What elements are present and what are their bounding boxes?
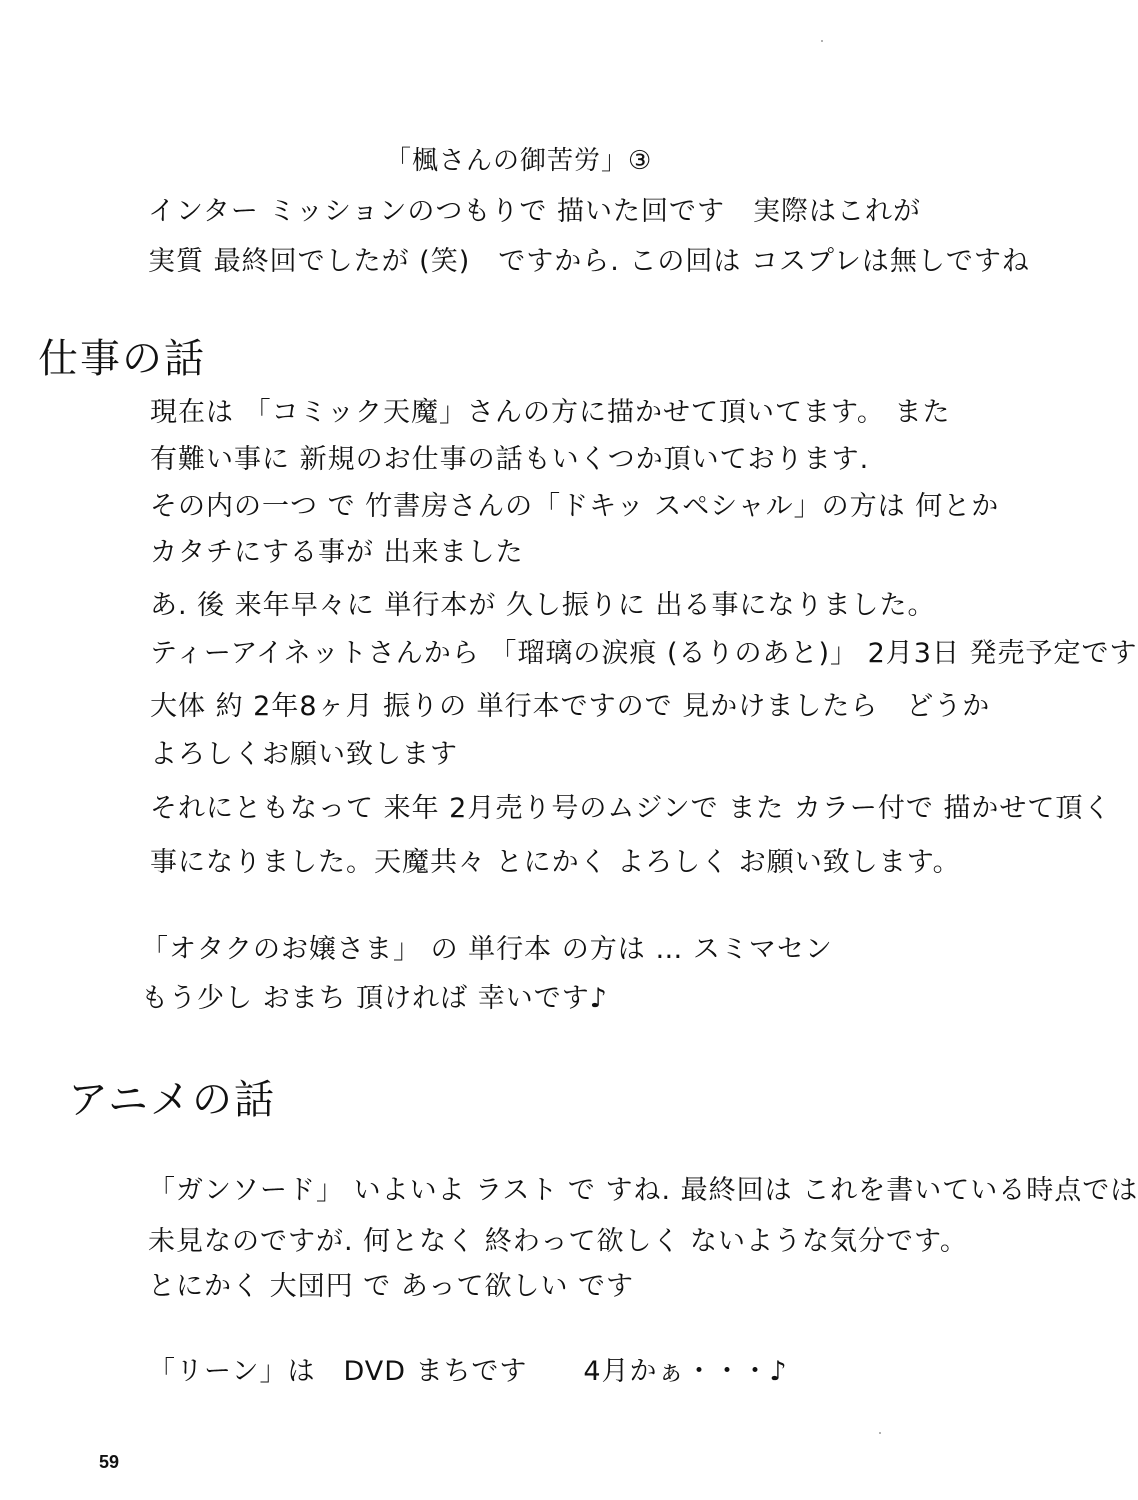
work-p1-line-2: 有難い事に 新規のお仕事の話もいくつか頂いております. (150, 444, 870, 475)
anime-p1-line-3: とにかく 大団円 で あって欲しい です (148, 1271, 635, 1302)
work-p3-line-1: それにともなって 来年 2月売り号のムジンで また カラー付で 描かせて頂く (150, 793, 1112, 824)
scan-speck (821, 40, 823, 42)
anime-p1-line-2: 未見なのですが. 何となく 終わって欲しく ないような気分です。 (148, 1226, 968, 1257)
section-heading-anime: アニメの話 (68, 1077, 276, 1123)
work-p2-line-2: ティーアイネットさんから 「瑠璃の涙痕 (るりのあと)」 2月3日 発売予定です (150, 638, 1138, 669)
work-p1-line-1: 現在は 「コミック天魔」さんの方に描かせて頂いてます。 また (150, 397, 951, 428)
work-p1-line-3: その内の一つ で 竹書房さんの「ドキッ スペシャル」の方は 何とか (150, 491, 1000, 522)
work-p4-line-2: もう少し おまち 頂ければ 幸いです♪ (141, 983, 608, 1014)
work-p2-line-1: あ. 後 来年早々に 単行本が 久し振りに 出る事になりました。 (150, 590, 936, 621)
work-p2-line-3: 大体 約 2年8ヶ月 振りの 単行本ですので 見かけましたら どうか (150, 691, 991, 722)
anime-p1-line-1: 「ガンソード」 いよいよ ラスト で すね. 最終回は これを書いている時点では (148, 1175, 1138, 1206)
work-p4-line-1: 「オタクのお嬢さま」 の 単行本 の方は … スミマセン (141, 934, 833, 965)
work-p3-line-2: 事になりました。天魔共々 とにかく よろしく お願い致します。 (150, 847, 961, 878)
intro-line-1: インター ミッションのつもりで 描いた回です 実際はこれが (148, 196, 922, 227)
afterword-title: 「楓さんの御苦労」③ (385, 146, 653, 176)
page-number: 59 (99, 1452, 120, 1472)
intro-line-2: 実質 最終回でしたが (笑) ですから. この回は コスプレは無しですね (148, 246, 1030, 277)
work-p2-line-4: よろしくお願い致します (150, 739, 458, 770)
anime-p2-line-1: 「リーン」は DVD まちです 4月かぁ・・・♪ (148, 1356, 788, 1387)
scan-speck (879, 1432, 881, 1434)
section-heading-work: 仕事の話 (38, 336, 206, 382)
work-p1-line-4: カタチにする事が 出来ました (150, 537, 524, 568)
